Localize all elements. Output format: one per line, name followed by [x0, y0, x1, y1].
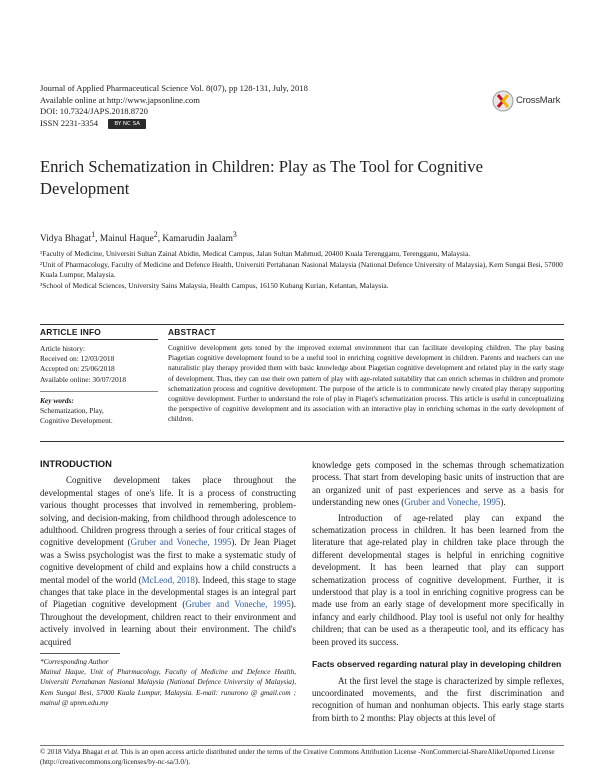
journal-citation: Journal of Applied Pharmaceutical Science Vol. 8(07), pp 128-131, July, 2018	[40, 83, 308, 93]
crossmark-label: CrossMark	[516, 95, 561, 106]
cc-license-badge[interactable]: BY NC SA	[108, 119, 146, 129]
citation-link[interactable]: Gruber and Voneche, 1995	[185, 599, 291, 610]
affiliation-3: ³School of Medical Sciences, University Sains Malaysia, Health Campus, 16150 Kubang Kurian, Kelantan, Malaysia.	[40, 280, 389, 290]
affiliation-2: ²Unit of Pharmacology, Faculty of Medicine and Defence Health, Universiti Pertahanan Nasional Malaysia (National Defence University of Malaysia), Kem Sungai Besi, 57000 Kuala Lumpur, Malaysia.	[40, 259, 563, 280]
abstract-text: Cognitive development gets toned by the improved external environment that can facilitate developing children. The play basing Piagetian cognitive development found to be a useful tool in enriching cognitive development in children. Parents and teachers can use naturalistic play therapy provided them with basic knowledge about Piagetian cognitive development and related play in the early stage of development. Thus, they can use their own pattern of play with age-related suitability that can enrich schemas in children and promote schematization process and cognitive development. The purpose of the article is to communicate newly created play therapy supporting cognitive development. Further to understand the role of play in Piaget's schematization process. This article is useful in conceptualizing the perspective of cognitive development and its association with an interactive play in enriching schemas in the early development of children.	[168, 344, 564, 424]
body-left-column	[40, 458, 296, 648]
intro-text: ). Dr Jean Piaget was a Swiss psychologist was the first to make a systematic study of cognitive development of child and explains how a child constructs a mental model of the world (	[40, 537, 296, 585]
right-paragraph-2: Introduction of age-related play can expand the schematization process in children. It has been learned from the literature that age-related play in children take place through the different developmental stages is helpful in enriching cognitive development. It has been learned that play can support schematization process of cognitive development. Further, it is understood that play is a tool in enriching cognitive progress can be made use from an early stage of development more specifically in infancy and early childhood. Play tool is useful not only for healthy children; that can be used as a therapeutic tool, and its efficacy has been proved its success.	[312, 512, 564, 647]
author-affil-mark: 1	[91, 230, 96, 239]
license-rule	[40, 745, 564, 746]
corresponding-details: Mainul Haque, Unit of Pharmacology, Faculty of Medicine and Defence Health, Universiti Pertahanan Nasional Malaysia (National Defence University of Malaysia), Kem Sungai Besi, 57000 Kuala Lumpur, Malaysia. E-mail: runurono @ gmail.com ; mainul @ upnm.edu.my	[40, 668, 296, 707]
corresponding-author	[40, 657, 296, 708]
citation-link[interactable]: McLeod, 2018	[141, 574, 195, 585]
article-history	[40, 344, 158, 385]
abstract-heading: ABSTRACT	[168, 326, 564, 340]
accepted-date: Accepted on: 25/06/2018	[40, 364, 115, 374]
abstract-bottom-rule	[40, 441, 564, 442]
received-date: Received on: 12/03/2018	[40, 354, 115, 364]
license-et-al: et al	[104, 748, 117, 756]
license-notice	[40, 748, 564, 768]
affiliation-1: ¹Faculty of Medicine, Universiti Sultan Zainal Abidin, Medical Campus, Jalan Sultan Mahmud, 20400 Kuala Terengganu, Terengganu, Malaysia.	[40, 249, 471, 258]
license-text: © 2018 Vidya Bhagat	[40, 748, 105, 756]
article-title: Enrich Schematization in Children: Play as The Tool for Cognitive Development	[40, 157, 483, 198]
affiliations	[40, 249, 564, 291]
journal-meta	[40, 83, 308, 129]
header-rule	[40, 324, 564, 325]
keywords	[40, 396, 158, 427]
body-text: ).	[500, 497, 506, 508]
history-label: Article history:	[40, 344, 85, 353]
abstract-section	[168, 326, 564, 425]
author-name: Mainul Haque	[99, 234, 154, 245]
info-divider	[40, 391, 158, 392]
corresponding-label: *Corresponding Author	[40, 658, 109, 666]
introduction-heading: INTRODUCTION	[40, 458, 112, 469]
intro-text: ). Indeed, this stage to stage changes that take place in the developmental stages is an integral part of Piagetian cognitive development (	[40, 574, 296, 610]
intro-text: ). Throughout the development, children react to their environment and actively involved in learning about their environment. The child's acquired	[40, 599, 296, 647]
keywords-line-1: Schematization, Play,	[40, 406, 104, 416]
keywords-label: Key words:	[40, 395, 74, 405]
body-right-column	[312, 459, 564, 724]
author-affil-mark: 2	[153, 230, 158, 239]
citation-link[interactable]: Gruber and Voneche, 1995	[404, 497, 501, 508]
citation-link[interactable]: Gruber and Voneche, 1995	[130, 537, 232, 548]
right-paragraph-1	[312, 459, 564, 509]
author-name: Vidya Bhagat	[40, 234, 92, 245]
issn-row	[40, 118, 308, 130]
author-list: Vidya Bhagat$^1$, Mainul Haque$^2$, Kamarudin Jaalam$^3$	[40, 230, 237, 245]
available-date: Available online: 30/07/2018	[40, 374, 127, 384]
intro-text: Cognitive development takes place throughout the developmental stages of one's life. It is a process of constructing various thought processes that involved in remembering, problem-solving, and decision-making, from childhood through adolescence to adulthood. Children progress through a series of four critical stages of cognitive development (	[40, 475, 296, 548]
license-text: . This is an open access article distributed under the terms of the Creative Commons Attribution License -NonCommercial-ShareAlikeUnported License (http://creativecommons.org/licenses/by-nc-sa/3.0/).	[40, 748, 555, 766]
footnote-rule	[40, 653, 120, 654]
crossmark-logo[interactable]	[492, 90, 562, 114]
crossmark-icon	[492, 90, 514, 112]
right-paragraph-3: At the first level the stage is characterized by simple reflexes, uncoordinated movements, and the first discrimination and recognition of human and nonhuman objects. This early stage starts from birth to 2 months: Play objects at this level of	[312, 675, 564, 723]
author-affil-mark: 3	[232, 230, 237, 239]
article-info-heading: ARTICLE INFO	[40, 326, 158, 340]
journal-url[interactable]: Available online at http://www.japsonline.com	[40, 94, 200, 105]
facts-heading: Facts observed regarding natural play in developing children	[312, 659, 562, 670]
author-name: Kamarudin Jaalam	[162, 234, 233, 245]
doi[interactable]: DOI: 10.7324/JAPS.2018.8720	[40, 106, 148, 117]
issn: ISSN 2231-3354	[40, 117, 99, 128]
intro-paragraph	[40, 474, 296, 648]
keywords-line-2: Cognitive Development.	[40, 416, 113, 426]
body-text: knowledge gets composed in the schemas through schematization process. That start from developing basic units of instruction that are an organized unit of past experiences and serve as a basis for understanding new ones (	[312, 460, 564, 508]
article-info	[40, 326, 158, 426]
